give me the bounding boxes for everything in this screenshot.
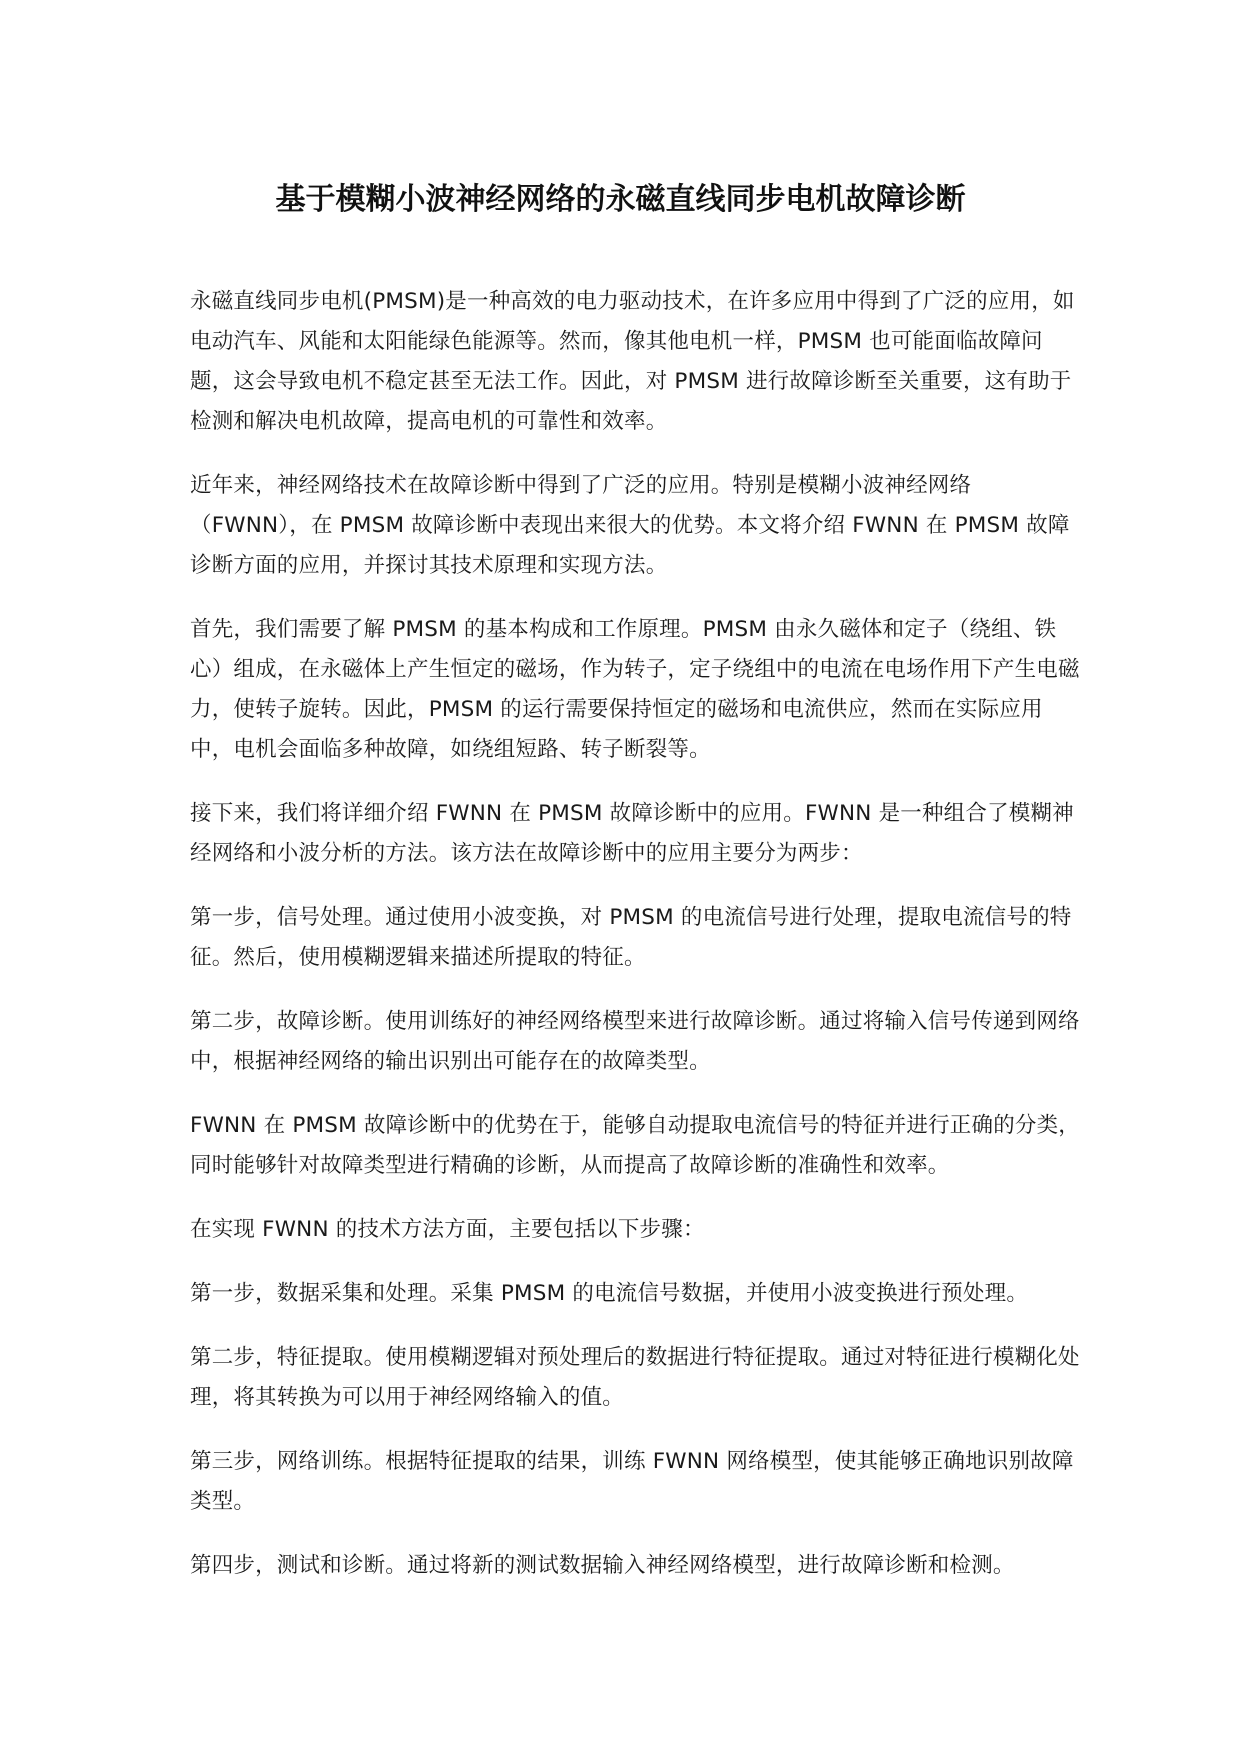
document-title: 基于模糊小波神经网络的永磁直线同步电机故障诊断 (275, 182, 966, 217)
document-body (190, 282, 1080, 1610)
paragraph-step-signal-processing: 第一步，信号处理。通过使用小波变换，对 PMSM 的电流信号进行处理，提取电流信号的特征。然后，使用模糊逻辑来描述所提取的特征。 (190, 905, 1072, 970)
paragraph-fwnn-application: 接下来，我们将详细介绍 FWNN 在 PMSM 故障诊断中的应用。FWNN 是一种组合了模糊神经网络和小波分析的方法。该方法在故障诊断中的应用主要分为两步： (190, 801, 1074, 866)
paragraph-impl-step-4: 第四步，测试和诊断。通过将新的测试数据输入神经网络模型，进行故障诊断和检测。 (190, 1553, 1015, 1578)
paragraph-step-fault-diagnosis: 第二步，故障诊断。使用训练好的神经网络模型来进行故障诊断。通过将输入信号传递到网络中，根据神经网络的输出识别出可能存在的故障类型。 (190, 1009, 1080, 1074)
paragraph-intro: 永磁直线同步电机(PMSM)是一种高效的电力驱动技术，在许多应用中得到了广泛的应用，如电动汽车、风能和太阳能绿色能源等。然而，像其他电机一样，PMSM 也可能面临故障问题，这会导致电机不稳定甚至无法工作。因此，对 PMSM 进行故障诊断至关重要，这有助于检测和解决电机故障，提高电机的可靠性和效率。 (190, 289, 1075, 434)
paragraph-pmsm-principle: 首先，我们需要了解 PMSM 的基本构成和工作原理。PMSM 由永久磁体和定子（绕组、铁心）组成，在永磁体上产生恒定的磁场，作为转子，定子绕组中的电流在电场作用下产生电磁力，使转子旋转。因此，PMSM 的运行需要保持恒定的磁场和电流供应，然而在实际应用中，电机会面临多种故障，如绕组短路、转子断裂等。 (190, 617, 1080, 762)
paragraph-fwnn-advantage: FWNN 在 PMSM 故障诊断中的优势在于，能够自动提取电流信号的特征并进行正确的分类，同时能够针对故障类型进行精确的诊断，从而提高了故障诊断的准确性和效率。 (190, 1113, 1081, 1178)
paragraph-impl-step-2: 第二步，特征提取。使用模糊逻辑对预处理后的数据进行特征提取。通过对特征进行模糊化处理，将其转换为可以用于神经网络输入的值。 (190, 1345, 1080, 1410)
paragraph-implementation-intro: 在实现 FWNN 的技术方法方面，主要包括以下步骤： (190, 1217, 705, 1242)
paragraph-impl-step-1: 第一步，数据采集和处理。采集 PMSM 的电流信号数据，并使用小波变换进行预处理。 (190, 1281, 1029, 1306)
paragraph-impl-step-3: 第三步，网络训练。根据特征提取的结果，训练 FWNN 网络模型，使其能够正确地识别故障类型。 (190, 1449, 1074, 1514)
paragraph-background: 近年来，神经网络技术在故障诊断中得到了广泛的应用。特别是模糊小波神经网络（FWNN），在 PMSM 故障诊断中表现出来很大的优势。本文将介绍 FWNN 在 PMSM 故障诊断方面的应用，并探讨其技术原理和实现方法。 (190, 473, 1070, 578)
